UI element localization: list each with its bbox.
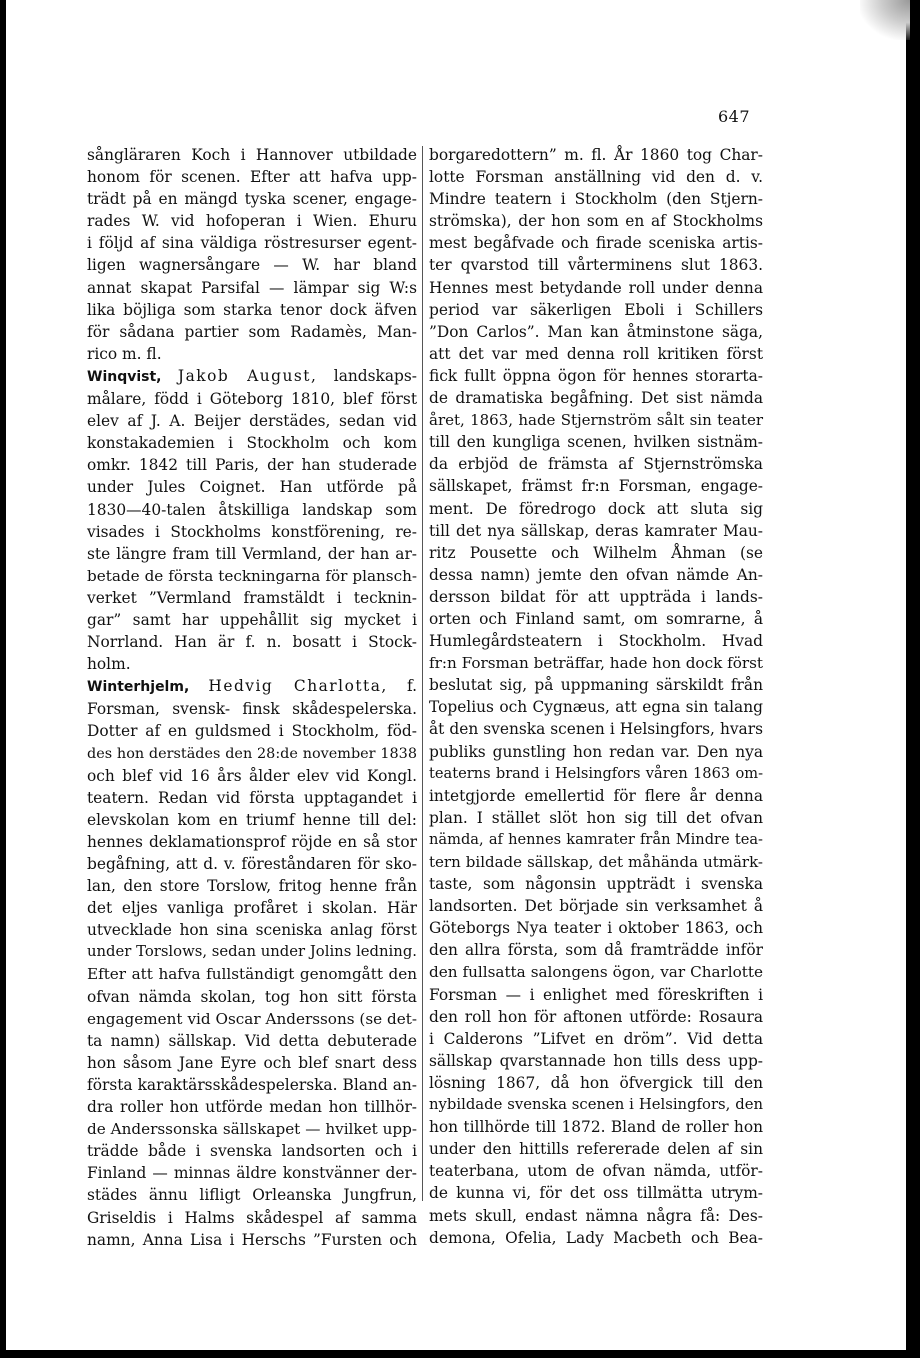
text-line [429,1205,763,1227]
text-line [429,387,763,409]
text-line [429,321,763,343]
text-line [429,674,763,696]
text-line [87,1118,417,1140]
text-line [429,763,763,785]
line-text: lotte Forsman anställning vid den d. v. [429,168,763,187]
line-text: visades i Stockholms konstförening, re- [87,522,417,541]
text-line [87,1184,417,1206]
text-line [87,365,417,388]
left-column [87,144,417,1249]
column-divider [422,146,423,1201]
line-text: åt den svenska scenen i Helsingfors, hvars [429,720,763,739]
line-text: i följd af sina väldiga röstresurser egent- [87,234,417,253]
text-line [429,1006,763,1028]
text-line [87,521,417,543]
text-line [87,853,417,875]
line-text: landskaps- [333,366,417,385]
text-line [429,188,763,210]
text-line [429,210,763,232]
text-line [87,388,417,410]
entry-headword: Winterhjelm, [87,679,190,696]
text-line [87,986,417,1008]
line-text: intetgjorde emellertid för flere år denna [429,786,763,805]
text-line [429,1050,763,1072]
line-text: gar” samt har uppehållit sig mycket i [87,610,417,629]
line-text: ligen wagnersångare — W. har bland [87,256,417,275]
line-text: da erbjöd de främsta af Stjernströmska [429,455,763,474]
text-line [429,718,763,740]
line-text: teatern. Redan vid första upptagandet i [87,788,417,807]
line-text: och blef vid 16 års ålder elev vid Kongl. [87,766,417,785]
text-line [429,343,763,365]
line-text: Efter att hafva fullständigt genomgått den [87,965,417,984]
line-text: betade de första teckningarna för plansch- [87,566,417,585]
text-line [87,410,417,432]
line-text: honom för scenen. Efter att hafva upp- [87,168,417,187]
line-text: period var säkerligen Eboli i Schillers [429,300,763,319]
text-line [429,1160,763,1182]
line-text: Mindre teatern i Stockholm (den Stjern- [429,190,763,209]
text-line [429,696,763,718]
line-text: ste längre fram till Vermland, der han ar- [87,544,417,563]
page-number: 647 [718,107,751,126]
text-line [87,254,417,276]
line-text: hon såsom Jane Eyre och blef snart dess [87,1053,417,1072]
line-text: ofvan nämda skolan, tog hon sitt första [87,987,417,1006]
line-text: städes ännu lifligt Orleanska Jungfrun, [87,1186,417,1205]
text-line [429,1182,763,1204]
text-line [429,1094,763,1116]
text-line [87,232,417,254]
entry-headword: Winqvist, [87,368,162,385]
line-text: publiks gunstling hon redan var. Den nya [429,742,763,761]
line-text: Norrland. Han är f. n. bosatt i Stock- [87,633,417,652]
line-text: målare, född i Göteborg 1810, blef först [87,390,417,409]
text-line [429,498,763,520]
text-line [429,741,763,763]
line-text: lika böjliga som starka tenor dock äfven [87,300,417,319]
text-line [87,631,417,653]
line-text: ritz Pousette och Wilhelm Åhman (se [429,543,763,562]
scan-border-bottom [0,1350,920,1358]
text-line [429,829,763,851]
text-line [87,166,417,188]
line-text: sällskapet, främst fr:n Forsman, engage- [429,477,763,496]
line-text: ment. De föredrogo dock att sluta sig [429,499,763,518]
text-line [87,454,417,476]
line-text: för sådana partier som Radamès, Man- [87,322,417,341]
text-line [429,1116,763,1138]
line-text: holm. [87,655,131,674]
line-text: ter qvarstod till vårterminens slut 1863. [429,256,763,275]
text-line [429,785,763,807]
text-line [87,809,417,831]
text-line [87,144,417,166]
text-line [87,277,417,299]
line-text: dra roller hon utförde medan hon tillhör- [87,1098,417,1117]
line-text: des hon derstädes den 28:de november 1838 [87,745,417,762]
text-line [87,765,417,787]
line-text: verket ”Vermland framstäldt i tecknin- [87,588,417,607]
line-text: under Jules Coignet. Han utförde på [87,478,417,497]
line-text: under den hittills refererade delen af sin [429,1140,763,1159]
line-text: de Anderssonska sällskapet — hvilket upp- [87,1120,417,1139]
text-line [87,1140,417,1162]
line-text: borgaredottern” m. fl. År 1860 tog Char- [429,146,763,164]
line-text: första karaktärsskådespelerska. Bland an- [87,1075,417,1094]
text-line [429,961,763,983]
line-text: lan, den store Torslow, fritog henne från [87,877,417,896]
line-text: tern bildade sällskap, det måhända utmärk- [429,853,763,871]
text-line [87,343,417,365]
text-line [87,1008,417,1030]
line-text: fr:n Forsman beträffar, hade hon dock först [429,654,764,673]
text-line [87,587,417,609]
line-text: dessa namn) jemte den ofvan nämde An- [429,565,763,584]
text-line [429,409,763,431]
line-text: plan. I stället slöt hon sig till det ofvan [429,808,763,827]
text-line [87,720,417,742]
line-text: nybildade svenska scenen i Helsingfors, den [429,1096,763,1114]
entry-given-names: Hedvig Charlotta, [208,677,388,696]
scan-border-left [0,0,6,1358]
line-text: beslutat sig, på uppmaning särskildt från [429,676,763,695]
line-text: året, 1863, hade Stjernström sålt sin teater [429,411,763,430]
line-text: under Torslows, sedan under Jolins ledning. [87,943,417,961]
text-line [87,897,417,919]
text-line [87,1229,417,1251]
text-line [429,851,763,873]
line-text: hennes deklamationsprof röjde en så stor [87,832,417,851]
text-line [429,431,763,453]
text-line [429,939,763,961]
text-line [429,1028,763,1050]
line-text: konstakademien i Stockholm och kom [87,434,417,453]
text-line [429,586,763,608]
line-text: sångläraren Koch i Hannover utbildade [87,146,417,164]
text-line [429,365,763,387]
line-text: mest begåfvade och firade sceniska artis- [429,234,763,253]
line-text: dersson bildat för att uppträda i lands- [429,587,763,606]
text-line [87,1162,417,1184]
line-text: det eljes vanliga profåret i skolan. Här [87,899,417,918]
line-text: Humlegårdsteatern i Stockholm. Hvad [429,632,763,651]
text-line [87,499,417,521]
text-line [87,941,417,963]
line-text: till den kungliga scenen, hvilken sistnäm- [429,433,763,452]
line-text: lösning 1867, då hon öfvergick till den [429,1073,763,1092]
line-text: teaterbana, utom de ofvan nämda, utför- [429,1162,763,1181]
text-line [429,277,763,299]
line-text: de kunna vi, för det oss tillmätta utrym- [429,1184,763,1203]
line-text: engagement vid Oscar Anderssons (se det- [87,1009,417,1028]
line-text: Forsman — i enlighet med föreskriften i [429,985,763,1004]
line-text: utvecklade hon sina sceniska anlag först [87,921,417,940]
line-text: ta namn) sällskap. Vid detta debuterade [87,1031,417,1050]
line-text: trädde både i svenska landsorten och i [87,1142,417,1161]
line-text: Dotter af en guldsmed i Stockholm, föd- [87,722,417,741]
text-line [87,875,417,897]
line-text: Forsman, svensk- finsk skådespelerska. [87,700,417,719]
line-text: mets skull, endast nämna några få: Des- [429,1206,763,1225]
line-text: de dramatiska begåfning. Det sist nämda [429,389,763,408]
text-line [429,299,763,321]
text-line [429,564,763,586]
line-text: den allra första, som då framträdde inför [429,941,763,960]
text-line [87,476,417,498]
entry-given-names: Jakob August, [177,366,318,385]
line-text: Griseldis i Halms skådespel af samma [87,1208,417,1227]
scan-corner-smudge [860,0,910,40]
line-text: begåfning, att d. v. föreståndaren för sko- [87,855,417,873]
text-line [87,698,417,720]
text-line [429,895,763,917]
text-line [429,254,763,276]
text-line [429,232,763,254]
text-line [87,919,417,941]
line-text: Topelius och Cygnæus, att egna sin talang [429,698,763,717]
line-text: teaterns brand i Helsingfors våren 1863 om- [429,764,763,782]
text-line [429,542,763,564]
line-text: landsorten. Det började sin verksamhet å [429,897,763,916]
line-text: namn, Anna Lisa i Herschs ”Fursten och [87,1230,417,1249]
line-text: nämda, af hennes kamrater från Mindre tea- [429,830,763,848]
text-line [87,1030,417,1052]
line-text: elev af J. A. Beijer derstädes, sedan vid [87,412,417,431]
text-line [429,917,763,939]
text-line [87,188,417,210]
scan-border-right [906,0,920,1358]
line-text: att det var med denna roll kritiken först [429,344,763,363]
text-line [87,787,417,809]
text-line [87,1052,417,1074]
line-text: sällskap qvarstannade hon tills dess upp- [429,1051,763,1070]
line-text: till det nya sällskap, deras kamrater Mau- [429,521,763,540]
line-text: orten och Finland samt, om somrarne, å [429,609,763,628]
text-line [429,1072,763,1094]
text-line [87,321,417,343]
text-line [429,475,763,497]
line-text: annat skapat Parsifal — lämpar sig W:s [87,278,417,297]
text-line [87,609,417,631]
text-line [429,652,763,674]
text-line [87,831,417,853]
line-text: den roll hon för aftonen utförde: Rosaura [429,1007,763,1026]
text-line [87,653,417,675]
line-text: Finland — minnas äldre konstvänner der- [87,1164,417,1183]
line-text: Hennes mest betydande roll under denna [429,278,763,297]
text-line [429,984,763,1006]
line-text: rico m. fl. [87,344,162,363]
text-line [87,210,417,232]
text-line [87,565,417,587]
line-text: omkr. 1842 till Paris, der han studerade [87,456,417,475]
line-text: hon tillhörde till 1872. Bland de roller hon [429,1118,763,1137]
text-line [429,807,763,829]
line-text: fick fullt öppna ögon för hennes storarta- [429,366,763,385]
line-text: strömska), der hon som en af Stockholms [429,212,763,231]
text-line [429,1138,763,1160]
text-line [87,432,417,454]
text-line [429,873,763,895]
text-line [87,675,417,698]
text-line [429,608,763,630]
text-line [87,299,417,321]
text-line [87,963,417,985]
line-text: trädt på en mängd tyska scener, engage- [87,190,417,209]
line-text: demona, Ofelia, Lady Macbeth och Bea- [429,1228,763,1247]
line-text: elevskolan kom en triumf henne till del: [87,810,417,829]
line-text: den fullsatta salongens ögon, var Charlotte [429,963,763,982]
text-line [429,166,763,188]
text-line [87,1074,417,1096]
right-column [429,144,764,1247]
line-text: Göteborgs Nya teater i oktober 1863, och [429,919,763,938]
text-line [429,520,763,542]
text-line [429,453,763,475]
text-line [429,144,763,166]
text-line [87,743,417,765]
line-text: ”Don Carlos”. Man kan åtminstone säga, [429,322,763,341]
line-text: rades W. vid hofoperan i Wien. Ehuru [87,212,417,231]
text-line [429,630,763,652]
text-line [429,1227,763,1249]
text-line [87,543,417,565]
line-text: i Calderons ”Lifvet en dröm”. Vid detta [429,1029,763,1048]
line-text: taste, som någonsin uppträdt i svenska [429,875,763,894]
line-text: f. [406,677,417,696]
text-line [87,1207,417,1229]
text-line [87,1096,417,1118]
line-text: 1830—40-talen åtskilliga landskap som [87,500,417,519]
